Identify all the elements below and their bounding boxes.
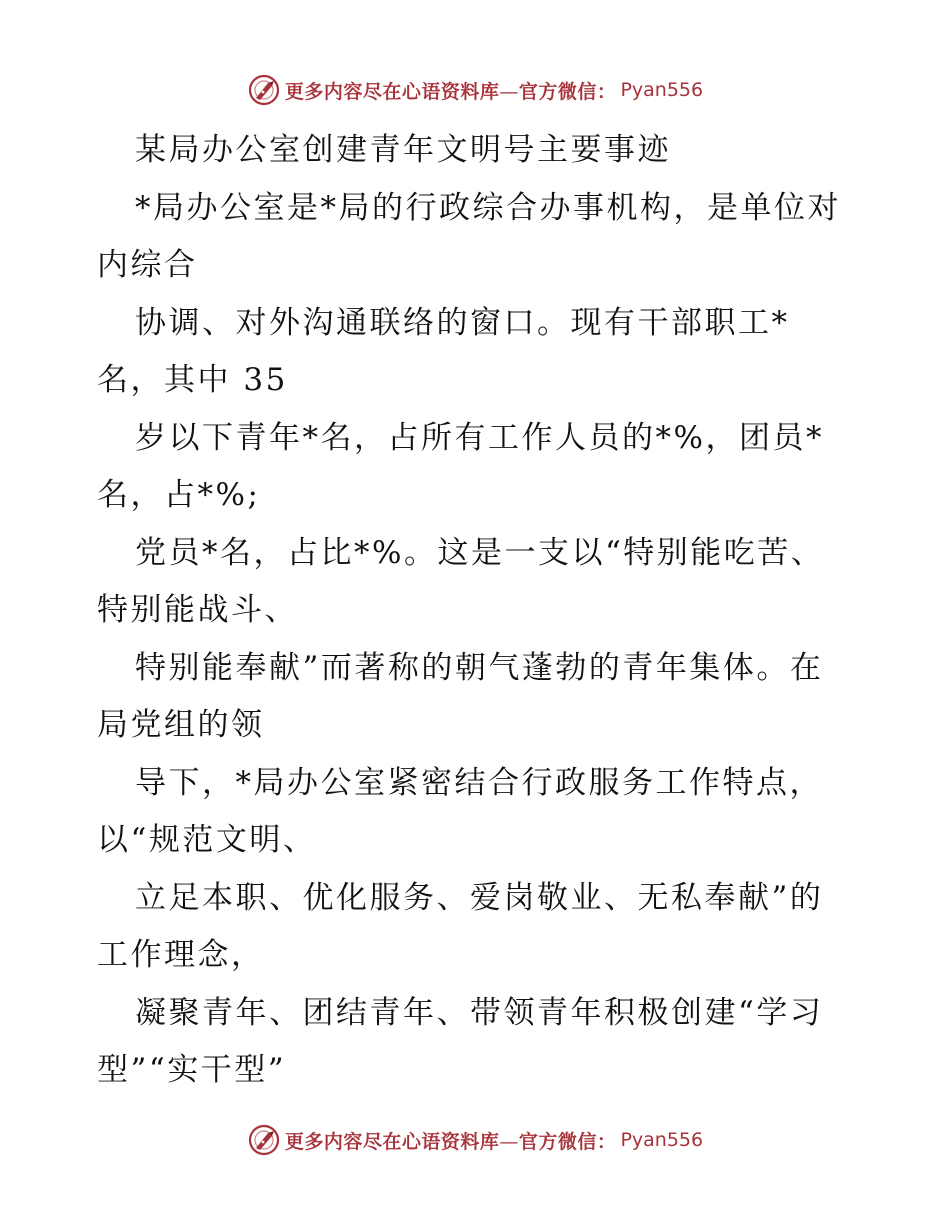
- header-brand-text: [285, 77, 617, 104]
- document-line: 立足本职、优化服务、爱岗敬业、无私奉献”的: [135, 879, 824, 916]
- document-line: 协调、对外沟通联络的窗口。现有干部职工*: [135, 304, 790, 341]
- footer-brand: 更多内容尽在心语资料库: [284, 1130, 500, 1153]
- document-line: 名，其中 35: [97, 362, 288, 398]
- document-line: 党员*名，占比*%。这是一支以“特别能吃苦、: [135, 534, 825, 571]
- document-line: 名，占*%;: [97, 477, 261, 513]
- header-banner: [0, 70, 950, 110]
- document-body: [97, 122, 857, 1100]
- footer-banner: [0, 1120, 950, 1160]
- document-line: 以“规范文明、: [97, 822, 317, 858]
- document-line: 导下，*局办公室紧密结合行政服务工作特点，: [135, 764, 823, 801]
- footer-contact: Pyan556: [620, 1129, 704, 1151]
- document-line: 特别能奉献”而著称的朝气蓬勃的青年集体。在: [135, 649, 824, 686]
- document-line: *局办公室是*局的行政综合办事机构，是单位对: [135, 189, 841, 226]
- document-line: 岁以下青年*名，占所有工作人员的*%，团员*: [135, 419, 824, 456]
- pen-nib-logo-icon: [247, 1123, 281, 1157]
- document-line: 内综合: [97, 247, 198, 283]
- document-line: 凝聚青年、团结青年、带领青年积极创建“学习: [135, 994, 824, 1031]
- document-line: 局党组的领: [97, 707, 265, 743]
- header-brand: 更多内容尽在心语资料库: [284, 80, 500, 103]
- pen-nib-logo-icon: [247, 73, 281, 107]
- document-line: 工作理念，: [97, 937, 265, 973]
- document-title: 某局办公室创建青年文明号主要事迹: [135, 132, 671, 168]
- document-line: 特别能战斗、: [97, 592, 298, 628]
- footer-banner-content: [247, 1123, 703, 1157]
- footer-dash: —: [499, 1130, 519, 1153]
- footer-brand-text: [285, 1127, 617, 1154]
- header-contact: Pyan556: [620, 79, 704, 101]
- footer-label: 官方微信：: [518, 1130, 617, 1153]
- header-dash: —: [499, 80, 519, 103]
- document-line: 型”“实干型”: [97, 1052, 287, 1088]
- header-label: 官方微信：: [518, 80, 617, 103]
- header-banner-content: [247, 73, 703, 107]
